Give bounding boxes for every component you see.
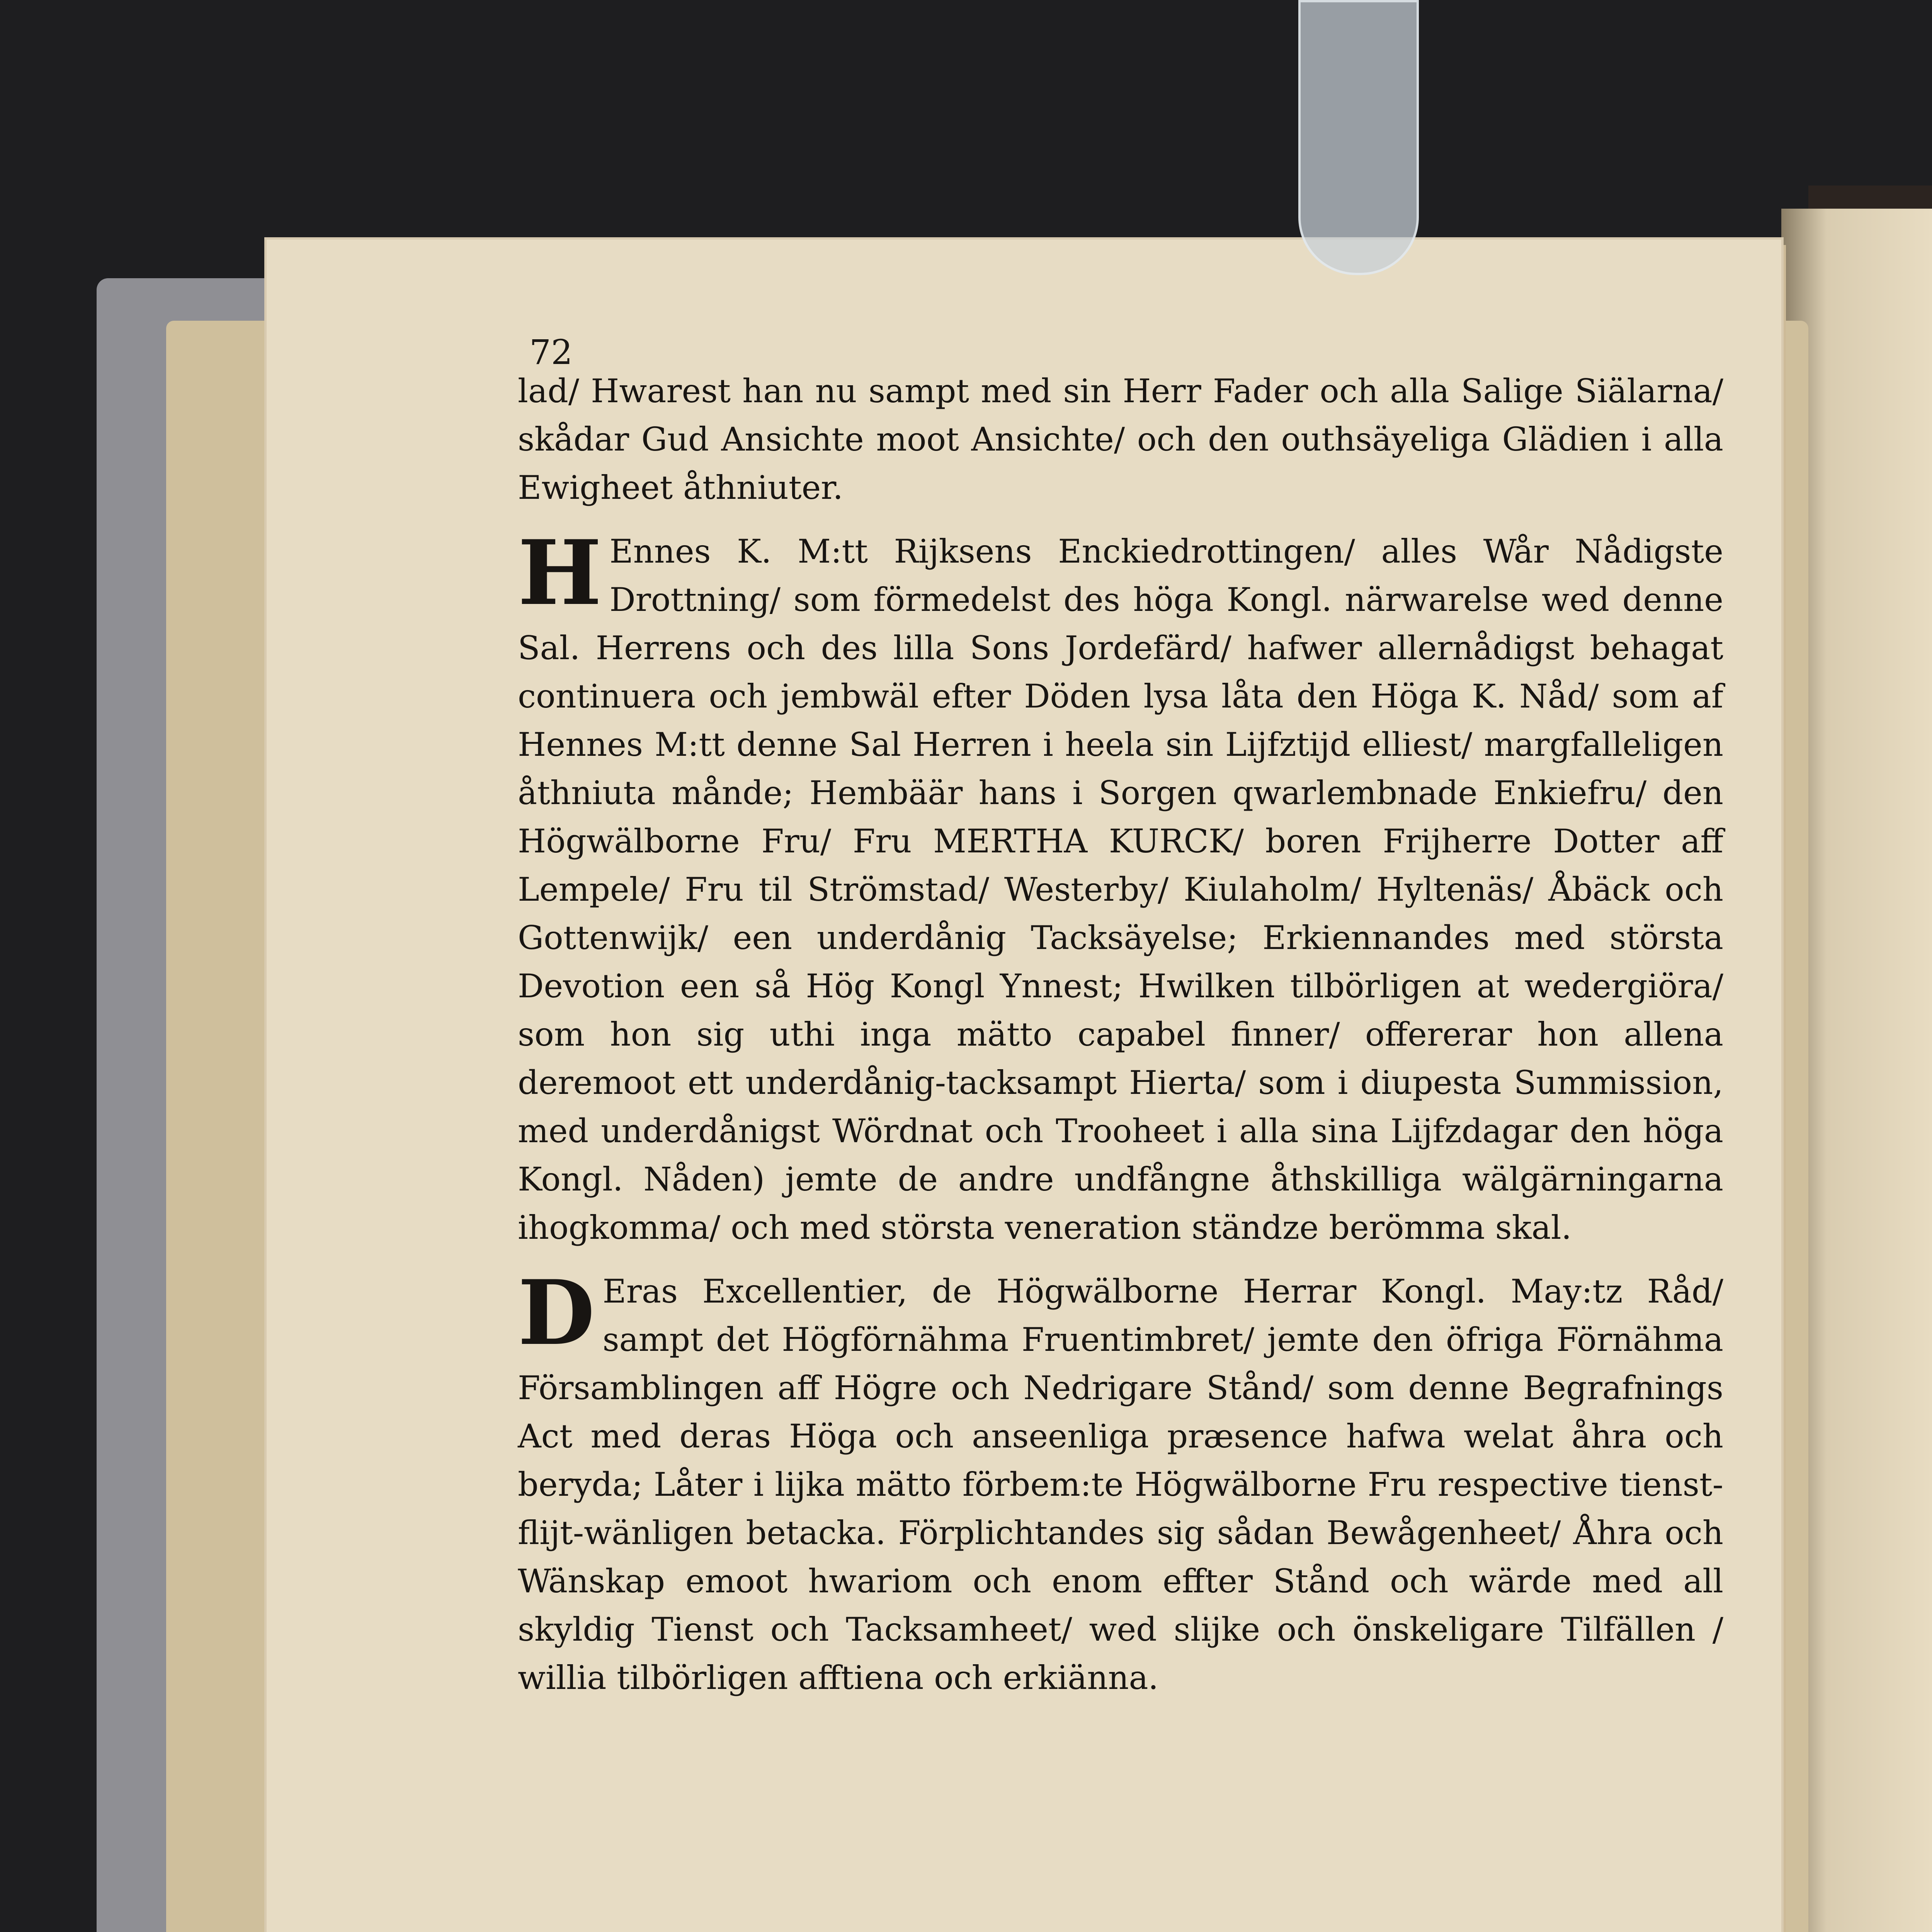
page-number: 72 bbox=[529, 332, 573, 372]
paragraph-1 bbox=[518, 367, 1723, 512]
page-text bbox=[518, 367, 1723, 1718]
paragraph-3 bbox=[518, 1261, 1723, 1702]
paragraph-2-text: Ennes K. M:tt Rijksens Enckiedrottingen/ alles Wår Nådigste Drottning/ som förmedelst des höga Kongl. närwarelse wed denne Sal. Herrens och des lilla Sons Jordefärd/ hafwer allernådigst behagat continuera och jembwäl efter Döden lysa låta den Höga K. Nåd/ som af Hennes M:tt denne Sal Herren i heela sin Lijfztijd elliest/ margfalleligen åthniuta månde; Hembäär hans i Sorgen qwarlembnade Enkiefru/ den Högwälborne Fru/ Fru MERTHA KURCK/ boren Frijherre Dotter aff Lempele/ Fru til Strömstad/ Westerby/ Kiulaholm/ Hyltenäs/ Åbäck och Gottenwijk/ een underdånig Tacksäyelse; Erkiennandes med största Devotion een så Hög Kongl Ynnest; Hwilken tilbörligen at wedergiöra/ som hon sig uthi inga mätto capabel finner/ offererar hon allena deremoot ett underdånig-tacksampt Hierta/ som i diupesta Summission, med underdånigst Wördnat och Trooheet i alla sina Lijfzdagar den höga Kongl. Nåden) jemte de andre undfångne åthskilliga wälgärningarna ihogkomma/ och med största veneration ständze berömma skal. bbox=[518, 532, 1723, 1247]
paragraph-1-text: lad/ Hwarest han nu sampt med sin Herr Fader och alla Salige Siälarna/ skådar Gud Ansichte moot Ansichte/ och den outhsäyeliga Glädien i alla Ewigheet åthniuter. bbox=[518, 372, 1723, 507]
page-clip-top bbox=[1298, 0, 1419, 275]
paragraph-2 bbox=[518, 521, 1723, 1252]
paragraph-2-dropcap: H bbox=[518, 521, 602, 625]
paragraph-3-text: Eras Excellentier, de Högwälborne Herrar Kongl. May:tz Råd/ sampt det Högförnähma Fruentimbret/ jemte den öfriga Förnähma Församblingen aff Högre och Nedrigare Stånd/ som denne Begrafnings Act med deras Höga och anseenliga præsence hafwa welat åhra och beryda; Låter i lijka mätto förbem:te Högwälborne Fru respective tienst-flijt-wänligen betacka. Förplichtandes sig sådan Bewågenheet/ Åhra och Wänskap emoot hwariom och enom effter Stånd och wärde med all skyldig Tienst och Tacksamheet/ wed slijke och önskeligare Tilfällen / willia tilbörligen afftiena och erkiänna. bbox=[518, 1272, 1723, 1697]
paragraph-3-dropcap: D bbox=[518, 1261, 595, 1365]
